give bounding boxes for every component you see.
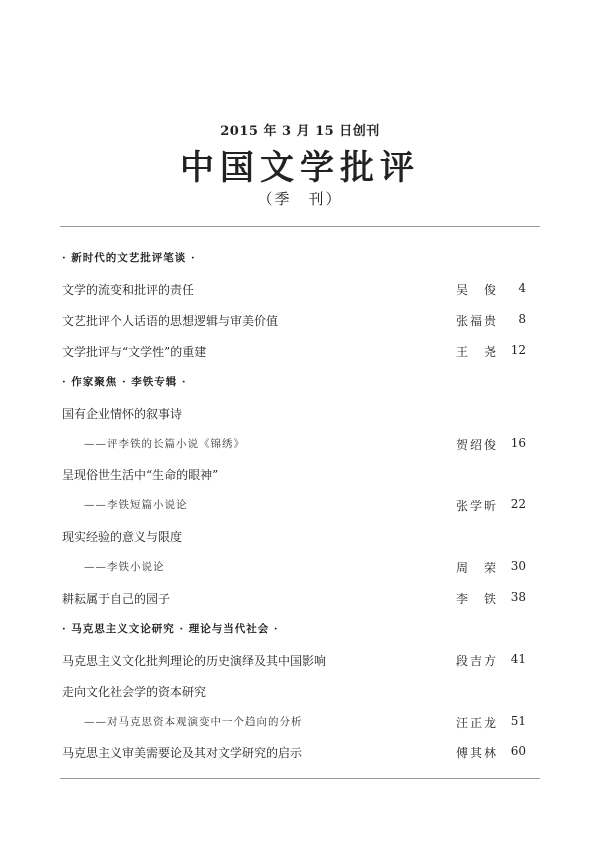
article-author: 段吉方: [456, 654, 499, 668]
article-title: 文艺批评个人话语的思想逻辑与审美价值: [62, 314, 279, 328]
article-title: 马克思主义文化批判理论的历史演绎及其中国影响: [62, 654, 327, 668]
article-author: 汪正龙: [456, 716, 499, 730]
toc-entry[interactable]: [62, 652, 526, 670]
article-author: 吴 俊: [456, 283, 499, 297]
article-author: 傅其林: [456, 746, 499, 760]
toc-entry[interactable]: [62, 343, 526, 361]
toc-subtitle-entry[interactable]: [62, 497, 526, 515]
founding-date: 2015 年 3 月 15 日创刊: [220, 124, 380, 139]
toc-section-heading: [62, 621, 526, 639]
article-title: 走向文化社会学的资本研究: [62, 685, 207, 699]
journal-frequency: （季 刊）: [257, 190, 343, 208]
toc-entry[interactable]: [62, 590, 526, 608]
toc-subtitle-entry[interactable]: [62, 436, 526, 454]
section-title: · 新时代的文艺批评笔谈 ·: [62, 252, 196, 264]
article-author: 周 荣: [456, 561, 499, 575]
article-author: 贺绍俊: [456, 438, 499, 452]
toc-entry[interactable]: [62, 683, 526, 701]
toc-entry[interactable]: [62, 312, 526, 330]
page-number: 4: [518, 281, 526, 295]
page-number: 41: [510, 652, 526, 666]
toc-entry[interactable]: [62, 744, 526, 762]
article-subtitle: ——李铁小说论: [84, 561, 165, 573]
toc-entry[interactable]: [62, 281, 526, 299]
page-number: 38: [510, 590, 526, 604]
article-subtitle: ——李铁短篇小说论: [84, 499, 188, 511]
journal-title: 中国文学批评: [180, 148, 420, 188]
article-title: 呈现俗世生活中“生命的眼神”: [62, 468, 219, 482]
section-title: · 作家聚焦 · 李铁专辑 ·: [62, 376, 187, 388]
toc-subtitle-entry[interactable]: [62, 559, 526, 577]
toc-entry[interactable]: [62, 405, 526, 423]
toc-section-heading: [62, 374, 526, 392]
article-title: 文学的流变和批评的责任: [62, 283, 195, 297]
toc-entry[interactable]: [62, 466, 526, 484]
article-subtitle: ——评李铁的长篇小说《锦绣》: [84, 438, 245, 450]
article-author: 王 尧: [456, 345, 499, 359]
section-title: · 马克思主义文论研究 · 理论与当代社会 ·: [62, 623, 279, 635]
page-number: 12: [510, 343, 526, 357]
article-title: 耕耘属于自己的园子: [62, 592, 171, 606]
article-title: 国有企业情怀的叙事诗: [62, 407, 183, 421]
page-number: 22: [510, 497, 526, 511]
toc-section-heading: [62, 250, 526, 268]
article-author: 李 铁: [456, 592, 499, 606]
article-title: 马克思主义审美需要论及其对文学研究的启示: [62, 746, 303, 760]
toc-entry[interactable]: [62, 528, 526, 546]
page-number: 30: [510, 559, 526, 573]
article-title: 文学批评与“文学性”的重建: [62, 345, 207, 359]
page-number: 16: [510, 436, 526, 450]
top-divider: [60, 226, 540, 227]
bottom-divider: [60, 778, 540, 779]
article-author: 张学昕: [456, 499, 499, 513]
toc-subtitle-entry[interactable]: [62, 714, 526, 732]
article-title: 现实经验的意义与限度: [62, 530, 183, 544]
article-author: 张福贵: [456, 314, 499, 328]
page-number: 51: [510, 714, 526, 728]
article-subtitle: ——对马克思资本观演变中一个趋向的分析: [84, 716, 303, 728]
page-number: 60: [510, 744, 526, 758]
page-number: 8: [518, 312, 526, 326]
